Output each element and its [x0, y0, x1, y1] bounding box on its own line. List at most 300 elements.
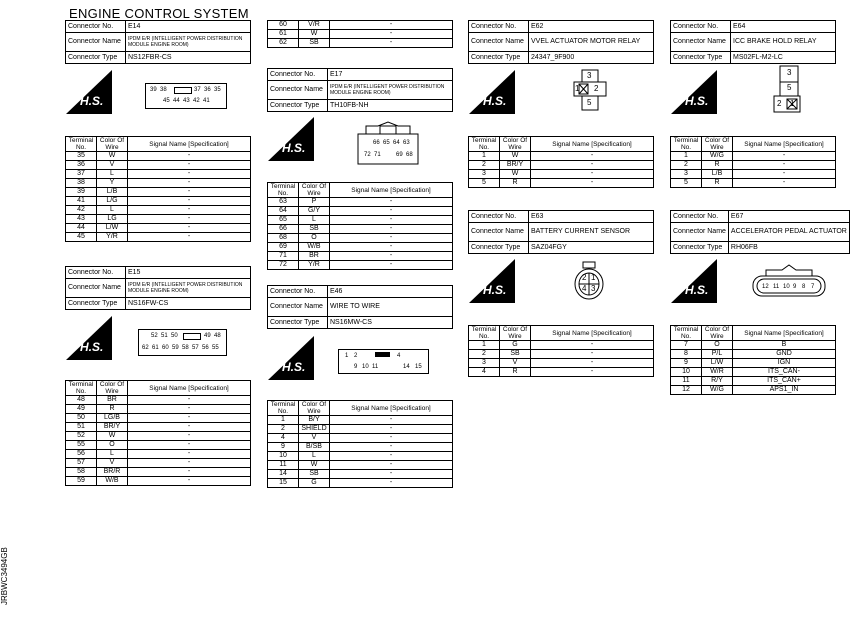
- pin-table-e46: [267, 400, 453, 488]
- signal-name-cell: -: [531, 359, 654, 368]
- label-connector-no: Connector No.: [469, 21, 529, 33]
- wire-color-cell: W/B: [97, 477, 128, 486]
- signal-name-cell: -: [330, 452, 453, 461]
- table-row: [469, 341, 654, 350]
- terminal-no-cell: 36: [66, 161, 97, 170]
- pin-label: 12: [762, 284, 769, 290]
- signal-name-cell: -: [330, 243, 453, 252]
- pin-table-e15-continued: [267, 20, 453, 48]
- connector-face-e17: [358, 122, 418, 164]
- signal-name-header: Signal Name [Specification]: [733, 326, 836, 341]
- terminal-no-cell: 1: [469, 152, 500, 161]
- pin-label: 69: [396, 152, 403, 158]
- terminal-no-cell: 51: [66, 423, 97, 432]
- pin-label: 37: [194, 87, 201, 93]
- terminal-no-cell: 60: [268, 21, 299, 30]
- wire-color-cell: B/SB: [299, 443, 330, 452]
- pin-table-e17: [267, 182, 453, 270]
- table-row: [66, 152, 251, 161]
- signal-name-header: Signal Name [Specification]: [330, 401, 453, 416]
- header-line: Terminal: [673, 326, 699, 333]
- wire-color-cell: V: [500, 359, 531, 368]
- signal-name-cell: -: [128, 423, 251, 432]
- table-row: [268, 234, 453, 243]
- label-connector-type: Connector Type: [66, 298, 126, 310]
- header-line: Terminal: [471, 326, 497, 333]
- table-row: [66, 441, 251, 450]
- connector-type-value: NS16MW-CS: [328, 317, 453, 329]
- wire-color-cell: R: [702, 179, 733, 188]
- terminal-no-cell: 1: [268, 416, 299, 425]
- signal-name-cell: -: [128, 206, 251, 215]
- wire-color-cell: L: [97, 170, 128, 179]
- signal-name-cell: -: [128, 179, 251, 188]
- signal-name-cell: -: [128, 215, 251, 224]
- pin-label: 63: [403, 140, 410, 146]
- signal-name-cell: -: [128, 468, 251, 477]
- label-connector-type: Connector Type: [66, 52, 126, 64]
- terminal-no-cell: 68: [268, 234, 299, 243]
- terminal-no-header: [66, 137, 97, 152]
- hs-logo: [66, 316, 112, 360]
- terminal-no-cell: 9: [268, 443, 299, 452]
- terminal-no-cell: 64: [268, 207, 299, 216]
- pin-label: 57: [192, 345, 199, 351]
- signal-name-cell: -: [330, 198, 453, 207]
- label-connector-name: Connector Name: [671, 223, 729, 242]
- wire-color-cell: L/W: [97, 224, 128, 233]
- pin-label: 11: [773, 284, 780, 290]
- pin-label: 9: [793, 284, 797, 290]
- connector-info-e15: [65, 266, 251, 310]
- table-row: [268, 252, 453, 261]
- hs-label: H.S.: [685, 94, 709, 108]
- signal-name-cell: ITS_CAN-: [733, 368, 836, 377]
- wire-color-cell: V: [97, 161, 128, 170]
- connector-face-e67: [752, 264, 826, 298]
- pin-label: 3: [587, 71, 592, 80]
- wire-color-cell: R: [500, 179, 531, 188]
- table-row: [469, 179, 654, 188]
- hs-label: H.S.: [483, 283, 507, 297]
- terminal-no-cell: 3: [469, 359, 500, 368]
- header-line: Wire: [307, 408, 321, 415]
- pin-label: 59: [172, 345, 179, 351]
- signal-name-cell: -: [531, 161, 654, 170]
- header-line: Wire: [508, 333, 522, 340]
- table-row: [66, 477, 251, 486]
- terminal-no-cell: 63: [268, 198, 299, 207]
- table-row: [66, 206, 251, 215]
- terminal-no-header: [268, 183, 299, 198]
- terminal-no-header: [469, 137, 500, 152]
- pin-label: 7: [811, 284, 815, 290]
- hs-logo: [469, 70, 515, 114]
- terminal-no-cell: 2: [671, 161, 702, 170]
- connector-type-value: NS16FW-CS: [126, 298, 251, 310]
- terminal-no-cell: 15: [268, 479, 299, 488]
- hs-label: H.S.: [685, 283, 709, 297]
- terminal-no-cell: 2: [268, 425, 299, 434]
- table-row: [66, 450, 251, 459]
- wire-color-cell: SB: [299, 39, 330, 48]
- header-line: Terminal: [270, 401, 296, 408]
- terminal-no-cell: 12: [671, 386, 702, 395]
- signal-name-cell: -: [733, 161, 836, 170]
- connector-type-value: 24347_9F900: [529, 52, 654, 64]
- signal-name-header: Signal Name [Specification]: [330, 183, 453, 198]
- header-line: No.: [277, 190, 289, 197]
- header-line: No.: [680, 333, 692, 340]
- wire-color-cell: L: [299, 452, 330, 461]
- table-row: [469, 368, 654, 377]
- wire-color-cell: BR/Y: [97, 423, 128, 432]
- wire-color-cell: LG: [97, 215, 128, 224]
- wire-color-cell: L: [299, 216, 330, 225]
- wire-color-cell: Y/R: [97, 233, 128, 242]
- table-row: [268, 425, 453, 434]
- connector-name-value: ACCELERATOR PEDAL ACTUATOR: [728, 223, 849, 242]
- pin-label: 49: [204, 333, 211, 339]
- terminal-no-cell: 10: [671, 368, 702, 377]
- label-connector-type: Connector Type: [671, 52, 731, 64]
- table-row: [66, 215, 251, 224]
- pin-label: 65: [383, 140, 390, 146]
- label-connector-no: Connector No.: [268, 286, 328, 298]
- wire-color-cell: L/B: [97, 188, 128, 197]
- hs-label: H.S.: [282, 360, 306, 374]
- table-row: [66, 414, 251, 423]
- pin-table-e62: [468, 136, 654, 188]
- pin-label: 56: [202, 345, 209, 351]
- pin-label: 38: [160, 87, 167, 93]
- terminal-no-cell: 49: [66, 405, 97, 414]
- signal-name-cell: -: [330, 252, 453, 261]
- terminal-no-cell: 44: [66, 224, 97, 233]
- terminal-no-cell: 9: [671, 359, 702, 368]
- connector-no-value: E46: [328, 286, 453, 298]
- signal-name-cell: -: [128, 197, 251, 206]
- terminal-no-cell: 35: [66, 152, 97, 161]
- table-row: [66, 459, 251, 468]
- pin-label: 4: [582, 284, 587, 293]
- signal-name-cell: -: [128, 432, 251, 441]
- signal-name-cell: -: [330, 207, 453, 216]
- connector-face-e63: [574, 262, 604, 300]
- signal-name-cell: -: [330, 479, 453, 488]
- table-row: [268, 198, 453, 207]
- signal-name-cell: -: [128, 405, 251, 414]
- signal-name-cell: B: [733, 341, 836, 350]
- terminal-no-cell: 72: [268, 261, 299, 270]
- hs-label: H.S.: [80, 94, 104, 108]
- key-slot: [375, 352, 390, 357]
- signal-name-cell: -: [128, 477, 251, 486]
- header-line: Color Of: [704, 326, 730, 333]
- pin-label: 61: [152, 345, 159, 351]
- terminal-no-cell: 2: [469, 161, 500, 170]
- terminal-no-cell: 14: [268, 470, 299, 479]
- hs-label: H.S.: [80, 340, 104, 354]
- signal-name-cell: -: [128, 396, 251, 405]
- signal-name-cell: -: [330, 416, 453, 425]
- terminal-no-cell: 11: [268, 461, 299, 470]
- wire-color-cell: LG/B: [97, 414, 128, 423]
- wire-color-cell: SHIELD: [299, 425, 330, 434]
- pin-label: 62: [142, 345, 149, 351]
- wire-color-cell: W/G: [702, 386, 733, 395]
- terminal-no-cell: 37: [66, 170, 97, 179]
- hs-logo: [671, 259, 717, 303]
- signal-name-cell: -: [330, 425, 453, 434]
- header-line: No.: [478, 333, 490, 340]
- signal-name-cell: ITS_CAN+: [733, 377, 836, 386]
- signal-name-cell: -: [128, 170, 251, 179]
- wire-color-cell: BR: [97, 396, 128, 405]
- label-connector-name: Connector Name: [469, 223, 529, 242]
- table-row: [671, 341, 836, 350]
- label-connector-name: Connector Name: [268, 298, 328, 317]
- wire-color-cell: L: [97, 206, 128, 215]
- pin-label: 72: [364, 152, 371, 158]
- pin-label: 2: [354, 353, 358, 359]
- header-line: Color Of: [502, 137, 528, 144]
- wire-color-cell: L/W: [702, 359, 733, 368]
- terminal-no-cell: 2: [469, 350, 500, 359]
- label-connector-name: Connector Name: [469, 33, 529, 52]
- terminal-no-cell: 8: [671, 350, 702, 359]
- wire-color-cell: R: [500, 368, 531, 377]
- terminal-no-cell: 7: [671, 341, 702, 350]
- connector-type-value: MS02FL-M2-LC: [731, 52, 836, 64]
- pin-table-e67: [670, 325, 836, 395]
- pin-label: 1: [591, 273, 596, 282]
- wire-color-cell: L/B: [702, 170, 733, 179]
- wire-color-cell: L: [97, 450, 128, 459]
- terminal-no-cell: 69: [268, 243, 299, 252]
- wire-color-cell: W: [500, 170, 531, 179]
- page-title: ENGINE CONTROL SYSTEM: [69, 6, 249, 21]
- terminal-no-cell: 39: [66, 188, 97, 197]
- wire-color-cell: BR: [299, 252, 330, 261]
- header-line: Terminal: [68, 381, 94, 388]
- label-connector-name: Connector Name: [66, 33, 126, 52]
- pin-label: 1: [345, 353, 349, 359]
- hs-logo: [268, 336, 314, 380]
- wire-color-cell: O: [97, 441, 128, 450]
- wire-color-cell: R/Y: [702, 377, 733, 386]
- table-row: [268, 479, 453, 488]
- connector-no-value: E63: [529, 211, 654, 223]
- pin-label: 50: [171, 333, 178, 339]
- key-slot: [183, 333, 201, 340]
- pin-label: 10: [783, 284, 790, 290]
- signal-name-cell: -: [330, 461, 453, 470]
- connector-face-e15: [138, 329, 227, 356]
- signal-name-cell: -: [128, 152, 251, 161]
- wire-color-cell: B/Y: [299, 416, 330, 425]
- header-line: Wire: [105, 388, 119, 395]
- connector-name-value: ICC BRAKE HOLD RELAY: [731, 33, 836, 52]
- header-line: Color Of: [704, 137, 730, 144]
- signal-name-cell: -: [531, 350, 654, 359]
- header-line: Color Of: [99, 381, 125, 388]
- header-line: Wire: [710, 144, 724, 151]
- signal-name-header: Signal Name [Specification]: [531, 326, 654, 341]
- wire-color-cell: Y/R: [299, 261, 330, 270]
- table-row: [671, 359, 836, 368]
- connector-info-e17: [267, 68, 453, 112]
- pin-label: 1: [575, 84, 580, 93]
- wire-color-cell: W: [299, 30, 330, 39]
- table-row: [268, 21, 453, 30]
- pin-label: 2: [777, 99, 782, 108]
- pin-table-e64: [670, 136, 836, 188]
- header-line: Terminal: [68, 137, 94, 144]
- color-of-wire-header: [500, 326, 531, 341]
- signal-name-cell: -: [733, 152, 836, 161]
- connector-no-value: E67: [728, 211, 849, 223]
- wire-color-cell: W: [97, 432, 128, 441]
- signal-name-cell: -: [733, 170, 836, 179]
- table-row: [268, 461, 453, 470]
- table-row: [469, 152, 654, 161]
- signal-name-cell: -: [330, 30, 453, 39]
- terminal-no-cell: 4: [268, 434, 299, 443]
- header-line: Terminal: [673, 137, 699, 144]
- wire-color-cell: R: [702, 161, 733, 170]
- signal-name-cell: -: [128, 188, 251, 197]
- wire-color-cell: R: [97, 405, 128, 414]
- pin-label: 66: [373, 140, 380, 146]
- terminal-no-header: [268, 401, 299, 416]
- connector-info-e62: [468, 20, 654, 64]
- connector-face-e46: [338, 349, 429, 374]
- table-row: [66, 224, 251, 233]
- pin-label: 48: [214, 333, 221, 339]
- label-connector-type: Connector Type: [268, 100, 328, 112]
- signal-name-cell: -: [531, 368, 654, 377]
- signal-name-cell: -: [128, 459, 251, 468]
- terminal-no-cell: 42: [66, 206, 97, 215]
- table-row: [268, 416, 453, 425]
- pin-label: 64: [393, 140, 400, 146]
- pin-label: 3: [787, 68, 792, 77]
- signal-name-cell: -: [531, 170, 654, 179]
- wire-color-cell: V: [97, 459, 128, 468]
- wire-color-cell: Y: [97, 179, 128, 188]
- pin-label: 68: [406, 152, 413, 158]
- pin-label: 44: [173, 98, 180, 104]
- table-row: [66, 468, 251, 477]
- table-row: [469, 170, 654, 179]
- signal-name-cell: -: [330, 216, 453, 225]
- terminal-no-cell: 5: [671, 179, 702, 188]
- pin-table-e14: [65, 136, 251, 242]
- table-row: [469, 161, 654, 170]
- terminal-no-cell: 66: [268, 225, 299, 234]
- terminal-no-cell: 5: [469, 179, 500, 188]
- pin-table-e63: [468, 325, 654, 377]
- connector-type-value: NS12FBR-CS: [126, 52, 251, 64]
- label-connector-no: Connector No.: [469, 211, 529, 223]
- connector-name-value: IPDM E/R (INTELLIGENT POWER DISTRIBUTION MODULE ENGINE ROOM): [328, 81, 453, 100]
- pin-label: 3: [591, 284, 596, 293]
- wire-color-cell: G/Y: [299, 207, 330, 216]
- terminal-no-cell: 65: [268, 216, 299, 225]
- label-connector-name: Connector Name: [671, 33, 731, 52]
- pin-label: 43: [183, 98, 190, 104]
- table-row: [671, 386, 836, 395]
- document-code: JRBWC3494GB: [0, 547, 9, 605]
- header-line: Color Of: [301, 183, 327, 190]
- connector-no-value: E15: [126, 267, 251, 279]
- pin-label: 11: [372, 364, 379, 370]
- connector-name-value: IPDM E/R (INTELLIGENT POWER DISTRIBUTION MODULE ENGINE ROOM): [126, 33, 251, 52]
- pin-label: 45: [163, 98, 170, 104]
- terminal-no-cell: 3: [671, 170, 702, 179]
- label-connector-type: Connector Type: [268, 317, 328, 329]
- label-connector-name: Connector Name: [268, 81, 328, 100]
- terminal-no-cell: 1: [469, 341, 500, 350]
- signal-name-header: Signal Name [Specification]: [531, 137, 654, 152]
- terminal-no-cell: 45: [66, 233, 97, 242]
- pin-label: 35: [214, 87, 221, 93]
- signal-name-cell: -: [128, 161, 251, 170]
- pin-label: 4: [397, 353, 401, 359]
- pin-label: 39: [150, 87, 157, 93]
- terminal-no-cell: 55: [66, 441, 97, 450]
- table-row: [66, 161, 251, 170]
- header-line: Wire: [508, 144, 522, 151]
- connector-no-value: E14: [126, 21, 251, 33]
- pin-label: 10: [362, 364, 369, 370]
- table-row: [268, 243, 453, 252]
- pin-label: 9: [354, 364, 358, 370]
- wire-color-cell: BR/Y: [500, 161, 531, 170]
- signal-name-cell: -: [330, 443, 453, 452]
- connector-info-e67: [670, 210, 850, 254]
- table-row: [268, 452, 453, 461]
- terminal-no-header: [66, 381, 97, 396]
- hs-logo: [671, 70, 717, 114]
- signal-name-cell: -: [128, 441, 251, 450]
- table-row: [671, 161, 836, 170]
- connector-name-value: VVEL ACTUATOR MOTOR RELAY: [529, 33, 654, 52]
- wire-color-cell: W: [299, 461, 330, 470]
- table-row: [469, 350, 654, 359]
- color-of-wire-header: [299, 183, 330, 198]
- wire-color-cell: P: [299, 198, 330, 207]
- signal-name-cell: -: [330, 434, 453, 443]
- terminal-no-cell: 3: [469, 170, 500, 179]
- terminal-no-header: [469, 326, 500, 341]
- label-connector-type: Connector Type: [469, 52, 529, 64]
- wire-color-cell: W/R: [702, 368, 733, 377]
- connector-face-e14: [145, 83, 227, 109]
- terminal-no-cell: 62: [268, 39, 299, 48]
- hs-label: H.S.: [282, 141, 306, 155]
- terminal-no-cell: 43: [66, 215, 97, 224]
- hs-logo: [268, 117, 314, 161]
- terminal-no-cell: 48: [66, 396, 97, 405]
- wire-color-cell: W: [97, 152, 128, 161]
- connector-face-e62: [570, 68, 610, 112]
- signal-name-cell: -: [330, 261, 453, 270]
- table-row: [268, 261, 453, 270]
- signal-name-cell: -: [531, 341, 654, 350]
- connector-name-value: BATTERY CURRENT SENSOR: [529, 223, 654, 242]
